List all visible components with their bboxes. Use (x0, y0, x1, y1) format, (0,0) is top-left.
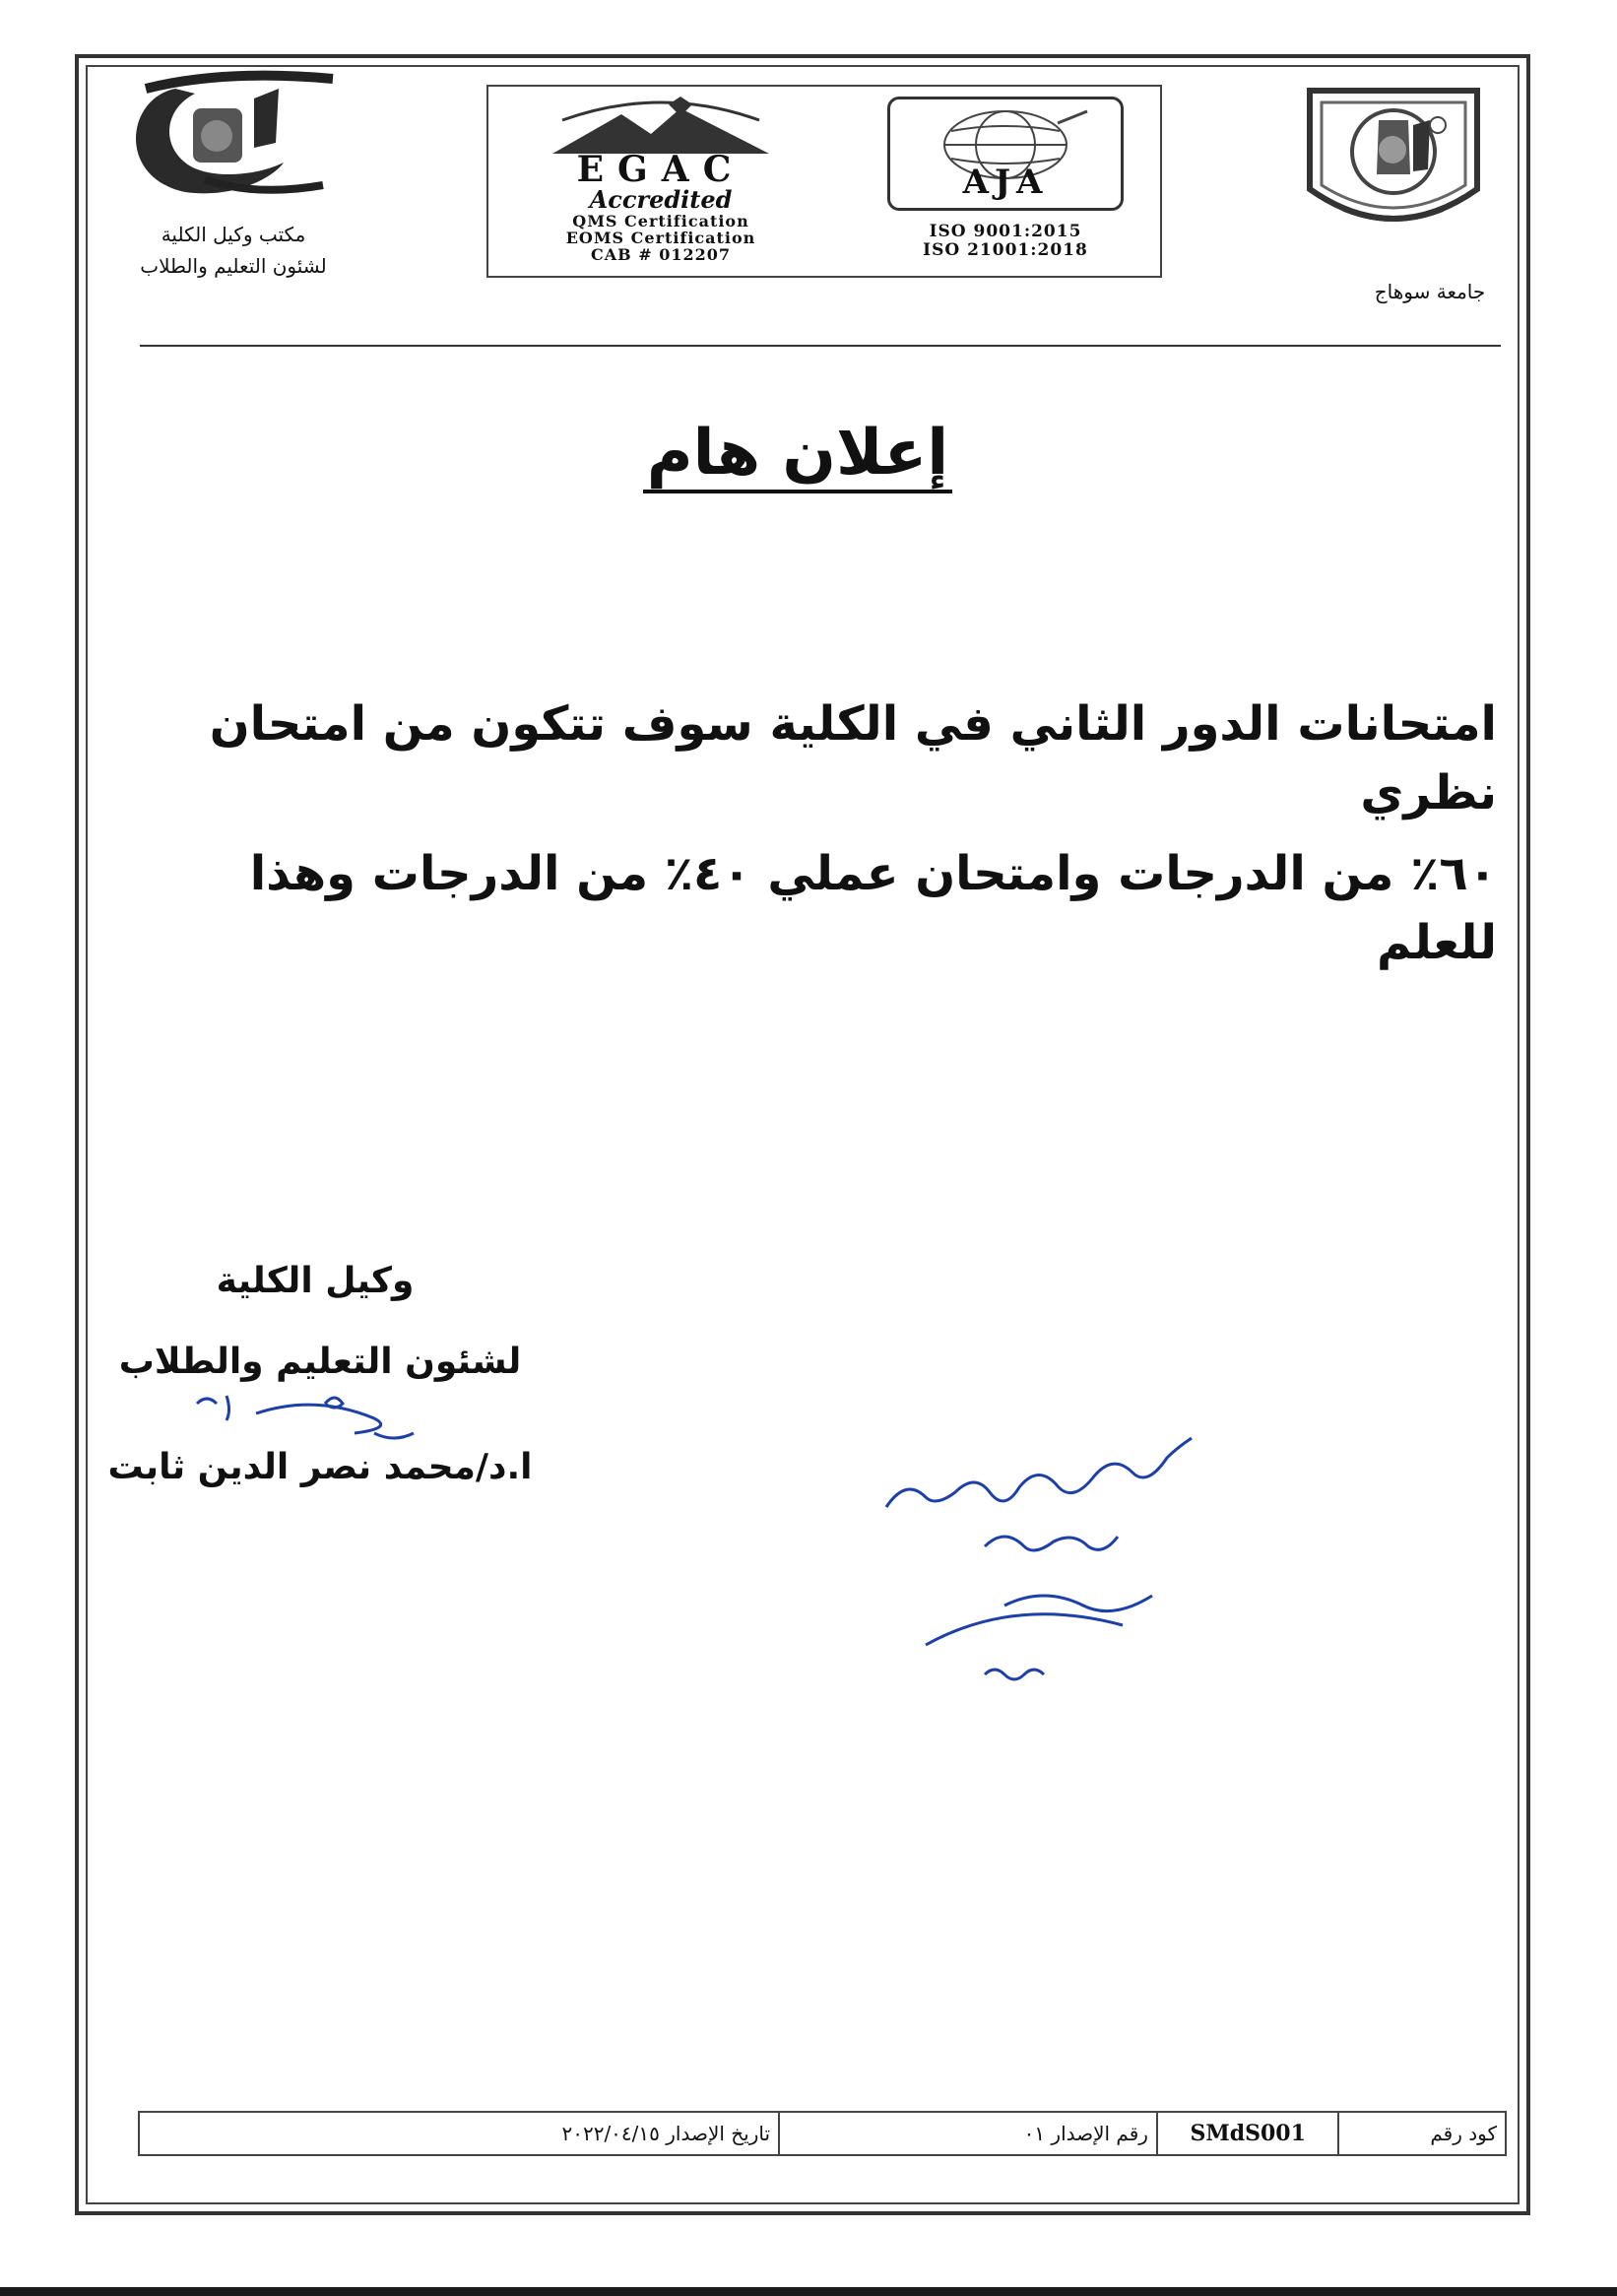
aja-logo (887, 97, 1124, 211)
faculty-logo (106, 69, 353, 202)
egac-accredited: Accredited (589, 185, 733, 214)
announcement-title (630, 409, 965, 497)
office-line-1: مكتب وكيل الكلية (161, 223, 306, 246)
iso-9001: ISO 9001:2015 (929, 222, 1082, 241)
signatory-name: ا.د/محمد نصر الدين ثابت (107, 1447, 533, 1487)
issue-date: تاريخ الإصدار ٢٠٢٢/٠٤/١٥ (561, 2122, 771, 2145)
aja-badge (873, 97, 1138, 274)
egac-cab: CAB # 012207 (590, 245, 731, 264)
university-seal (1290, 81, 1497, 248)
scan-edge (0, 2287, 1617, 2296)
certification-box (486, 85, 1162, 278)
aja-name: AJA (962, 163, 1049, 202)
office-line-2: لشئون التعليم والطلاب (140, 254, 327, 278)
document-footer (138, 2111, 1507, 2156)
code-label: كود رقم (1337, 2113, 1505, 2154)
handwritten-note (867, 1399, 1261, 1698)
issue-number: رقم الإصدار ٠١ (778, 2113, 1156, 2154)
egac-badge (508, 95, 813, 272)
signatory-title: وكيل الكلية (216, 1261, 415, 1301)
header-divider (140, 345, 1501, 347)
egac-name: EGAC (576, 149, 745, 190)
egac-qms: QMS Certification (572, 212, 749, 230)
signatory-department: لشئون التعليم والطلاب (118, 1342, 522, 1382)
announcement-title-text: إعلان هام (643, 417, 952, 493)
signature-scribble (177, 1374, 453, 1467)
iso-21001: ISO 21001:2018 (923, 240, 1088, 260)
page-border-inner (86, 65, 1520, 2204)
body-line-2: ٦٠٪ من الدرجات وامتحان عملي ٤٠٪ من الدرجات وهذا للعلم (249, 846, 1497, 970)
egac-eoms: EOMS Certification (565, 229, 756, 247)
office-caption (110, 219, 356, 282)
code-value: SMdS001 (1156, 2113, 1338, 2154)
university-name: جامعة سوهاج (1374, 280, 1486, 303)
body-line-1: امتحانات الدور الثاني في الكلية سوف تتكون من امتحان نظري (209, 696, 1497, 820)
